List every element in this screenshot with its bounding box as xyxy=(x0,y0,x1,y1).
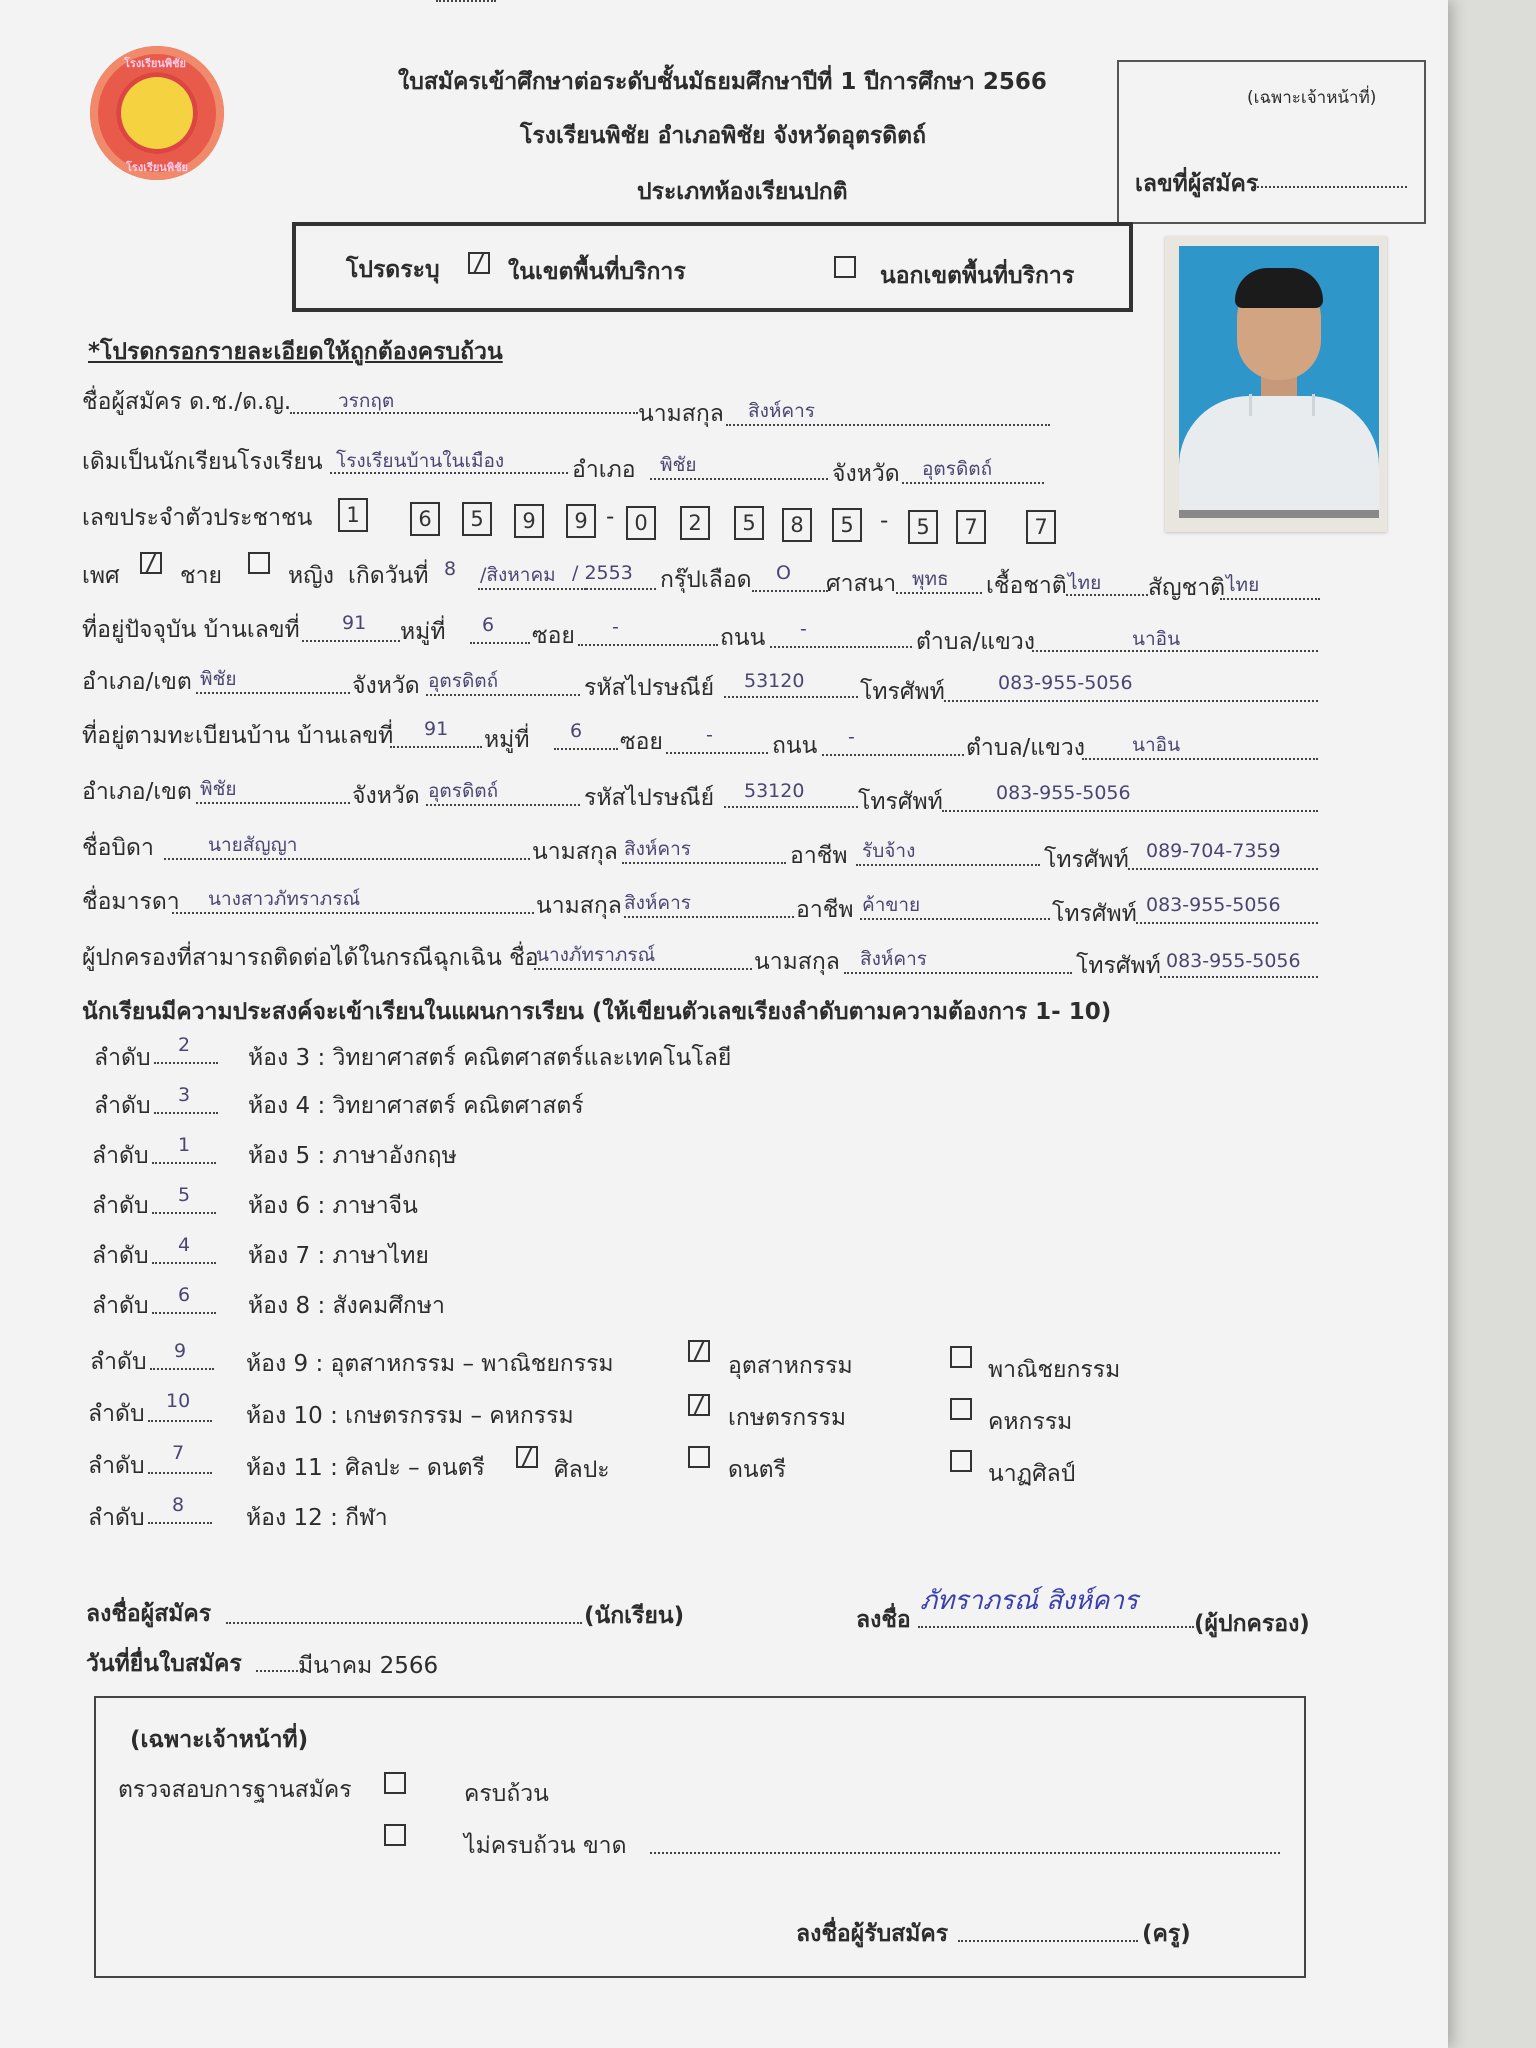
female-checkbox[interactable] xyxy=(248,552,270,574)
former-school-value: โรงเรียนบ้านในเมือง xyxy=(336,450,505,472)
industry-checkbox[interactable] xyxy=(688,1340,710,1362)
plan-order-value: 8 xyxy=(172,1494,185,1516)
school-logo xyxy=(90,46,224,180)
plan-order-field[interactable] xyxy=(148,1420,212,1422)
officer-box-top xyxy=(1117,60,1426,224)
plan-order-label: ลำดับ xyxy=(92,1243,149,1269)
birth-day-field[interactable] xyxy=(436,0,496,2)
reg-postal-field[interactable] xyxy=(724,806,858,808)
blood-label: กรุ๊ปเลือด xyxy=(660,567,752,593)
father-phone-field[interactable] xyxy=(1128,868,1318,870)
plan-order-value: 3 xyxy=(178,1084,191,1106)
father-label: ชื่อบิดา xyxy=(82,835,154,861)
commerce-label: พาณิชยกรรม xyxy=(988,1357,1121,1383)
current-house-field[interactable] xyxy=(302,640,400,642)
guardian-phone-field[interactable] xyxy=(1160,976,1318,978)
religion-label: ศาสนา xyxy=(826,571,897,597)
art-label: ศิลปะ xyxy=(554,1457,610,1483)
reg-address-label: ที่อยู่ตามทะเบียนบ้าน บ้านเลขที่ xyxy=(82,723,394,749)
surname-value: สิงห์คาร xyxy=(748,400,815,422)
home-econ-label: คหกรรม xyxy=(988,1409,1073,1435)
plan-room: ห้อง 10 : เกษตรกรรม – คหกรรม xyxy=(246,1403,574,1429)
submit-date-field[interactable] xyxy=(256,1670,298,1672)
applicant-sign-label: ลงชื่อผู้สมัคร xyxy=(86,1601,212,1627)
birth-label: เกิดวันที่ xyxy=(348,563,429,589)
father-job-label: อาชีพ xyxy=(790,843,848,869)
plan-order-label: ลำดับ xyxy=(88,1401,145,1427)
plan-room: ห้อง 12 : กีฬา xyxy=(246,1505,388,1531)
current-amphoe-value: พิชัย xyxy=(200,668,237,690)
first-name-value: วรกฤต xyxy=(338,390,395,412)
out-area-checkbox[interactable] xyxy=(834,256,856,278)
reg-amphoe-label: อำเภอ/เขต xyxy=(82,779,192,805)
current-road-field[interactable] xyxy=(770,646,912,648)
plan-title: นักเรียนมีความประสงค์จะเข้าเรียนในแผนการเรียน (ให้เขียนตัวเลขเรียงลำดับตามความต้องการ 1- 10) xyxy=(82,999,1112,1025)
current-moo-field[interactable] xyxy=(470,642,530,644)
father-name-value: นายสัญญา xyxy=(208,834,298,856)
applicant-photo xyxy=(1165,236,1387,532)
id-card-label: เลขประจำตัวประชาชน xyxy=(82,505,313,531)
instruction-heading: *โปรดกรอกรายละเอียดให้ถูกต้องครบถ้วน xyxy=(88,339,503,365)
current-province-label: จังหวัด xyxy=(352,673,420,699)
id-digit-9[interactable]: 8 xyxy=(782,508,812,542)
officer-check-label: ตรวจสอบการฐานสมัคร xyxy=(118,1777,352,1803)
current-postal-label: รหัสไปรษณีย์ xyxy=(584,675,715,701)
reg-postal-value: 53120 xyxy=(744,780,805,802)
industry-label: อุตสาหกรรม xyxy=(728,1353,853,1379)
current-soi-label: ซอย xyxy=(532,623,575,649)
id-digit-1[interactable]: 1 xyxy=(338,498,368,532)
plan-order-field[interactable] xyxy=(152,1312,216,1314)
plan-order-label: ลำดับ xyxy=(94,1093,151,1119)
plan-order-label: ลำดับ xyxy=(92,1293,149,1319)
officer-title: (เฉพาะเจ้าหน้าที่) xyxy=(130,1727,309,1753)
former-school-label: เดิมเป็นนักเรียนโรงเรียน xyxy=(82,449,323,475)
guardian-sign-field[interactable] xyxy=(918,1626,1194,1628)
current-soi-value: - xyxy=(612,616,619,638)
guardian-surname-label: นามสกุล xyxy=(754,949,840,975)
plan-order-value: 7 xyxy=(172,1442,185,1464)
applicant-sign-field[interactable] xyxy=(226,1622,582,1624)
home-econ-checkbox[interactable] xyxy=(950,1398,972,1420)
blood-value: O xyxy=(776,562,791,584)
receiver-sign-field[interactable] xyxy=(958,1940,1138,1942)
current-road-label: ถนน xyxy=(720,625,766,651)
applicant-no-label: เลขที่ผู้สมัคร xyxy=(1135,171,1259,197)
female-label: หญิง xyxy=(288,563,334,589)
reg-house-value: 91 xyxy=(424,718,449,740)
plan-order-value: 6 xyxy=(178,1284,191,1306)
mother-surname-label: นามสกุล xyxy=(536,893,622,919)
plan-order-label: ลำดับ xyxy=(88,1505,145,1531)
id-digit-13[interactable]: 7 xyxy=(1026,510,1056,544)
mother-job-label: อาชีพ xyxy=(796,897,854,923)
current-postal-value: 53120 xyxy=(744,670,805,692)
father-job-value: รับจ้าง xyxy=(862,840,916,862)
former-district-label: อำเภอ xyxy=(572,457,636,483)
plan-room: ห้อง 8 : สังคมศึกษา xyxy=(248,1293,445,1319)
incomplete-checkbox[interactable] xyxy=(384,1824,406,1846)
reg-postal-label: รหัสไปรษณีย์ xyxy=(584,785,715,811)
plan-order-field[interactable] xyxy=(152,1162,216,1164)
music-label: ดนตรี xyxy=(728,1457,786,1483)
applicant-no-field[interactable] xyxy=(1257,186,1407,188)
student-label: (นักเรียน) xyxy=(584,1603,685,1629)
current-postal-field[interactable] xyxy=(724,696,858,698)
agriculture-label: เกษตรกรรม xyxy=(728,1405,847,1431)
current-phone-label: โทรศัพท์ xyxy=(860,679,945,705)
plan-order-value: 10 xyxy=(166,1390,191,1412)
id-digit-8[interactable]: 5 xyxy=(734,506,764,540)
guardian-sign-label: ลงชื่อ xyxy=(856,1607,911,1633)
agriculture-checkbox[interactable] xyxy=(688,1394,710,1416)
plan-order-field[interactable] xyxy=(152,1262,216,1264)
plan-room: ห้อง 9 : อุตสาหกรรม – พาณิชยกรรม xyxy=(246,1351,614,1377)
plan-room: ห้อง 5 : ภาษาอังกฤษ xyxy=(248,1143,457,1169)
reg-subdistrict-label: ตำบล/แขวง xyxy=(966,735,1085,761)
id-digit-12[interactable]: 7 xyxy=(956,510,986,544)
plan-order-value: 4 xyxy=(178,1234,191,1256)
guardian-name-value: นางภัทราภรณ์ xyxy=(536,944,656,966)
plan-order-value: 2 xyxy=(178,1034,191,1056)
religion-value: พุทธ xyxy=(912,568,949,590)
complete-checkbox[interactable] xyxy=(384,1772,406,1794)
former-province-value: อุตรดิตถ์ xyxy=(922,458,993,480)
birth-month-value: /สิงหาคม xyxy=(480,564,556,586)
area-label: โปรดระบุ xyxy=(346,257,440,283)
reg-province-value: อุตรดิตถ์ xyxy=(428,780,499,802)
guardian-label: ผู้ปกครองที่สามารถติดต่อได้ในกรณีฉุกเฉิน ชื่อ xyxy=(82,945,539,971)
former-district-value: พิชัย xyxy=(660,454,697,476)
area-selection-box xyxy=(292,222,1133,312)
mother-phone-label: โทรศัพท์ xyxy=(1052,901,1137,927)
officer-box-bottom xyxy=(94,1696,1306,1978)
reg-phone-field[interactable] xyxy=(942,810,1318,812)
id-dash-1: - xyxy=(606,504,615,530)
commerce-checkbox[interactable] xyxy=(950,1346,972,1368)
reg-phone-value: 083-955-5056 xyxy=(996,782,1131,804)
reg-amphoe-value: พิชัย xyxy=(200,778,237,800)
id-digit-3[interactable]: 5 xyxy=(462,502,492,536)
submit-date-value: มีนาคม 2566 xyxy=(298,1653,439,1679)
plan-order-field[interactable] xyxy=(148,1522,212,1524)
missing-items-field[interactable] xyxy=(650,1852,1280,1854)
room-type: ประเภทห้องเรียนปกติ xyxy=(637,179,848,205)
id-digit-2[interactable]: 6 xyxy=(410,502,440,536)
plan-room: ห้อง 3 : วิทยาศาสตร์ คณิตศาสตร์และเทคโนโลยี xyxy=(248,1045,732,1071)
art-checkbox[interactable] xyxy=(516,1446,538,1468)
birth-year-field[interactable] xyxy=(586,588,656,590)
current-address-label: ที่อยู่ปัจจุบัน บ้านเลขที่ xyxy=(82,617,300,643)
name-label: ชื่อผู้สมัคร ด.ช./ด.ญ. xyxy=(82,389,292,415)
reg-moo-field[interactable] xyxy=(554,748,618,750)
mother-surname-value: สิงห์คาร xyxy=(624,892,691,914)
father-surname-label: นามสกุล xyxy=(532,839,618,865)
current-province-value: อุตรดิตถ์ xyxy=(428,670,499,692)
incomplete-label: ไม่ครบถ้วน ขาด xyxy=(464,1833,627,1859)
id-digit-11[interactable]: 5 xyxy=(908,510,938,544)
plan-order-label: ลำดับ xyxy=(92,1143,149,1169)
complete-label: ครบถ้วน xyxy=(464,1781,549,1807)
officer-box-title: (เฉพาะเจ้าหน้าที่) xyxy=(1247,88,1377,108)
guardian-phone-value: 083-955-5056 xyxy=(1166,950,1301,972)
plan-room: ห้อง 6 : ภาษาจีน xyxy=(248,1193,418,1219)
out-area-label: นอกเขตพื้นที่บริการ xyxy=(880,263,1075,289)
reg-road-value: - xyxy=(848,726,855,748)
surname-label: นามสกุล xyxy=(638,401,724,427)
reg-subdistrict-value: นาอิน xyxy=(1132,734,1181,756)
nationality-value: ไทย xyxy=(1226,574,1260,596)
current-amphoe-label: อำเภอ/เขต xyxy=(82,669,192,695)
id-digit-6[interactable]: 0 xyxy=(626,506,656,540)
father-phone-label: โทรศัพท์ xyxy=(1044,847,1129,873)
father-surname-value: สิงห์คาร xyxy=(624,838,691,860)
in-area-checkbox[interactable] xyxy=(468,252,490,274)
mother-phone-value: 083-955-5056 xyxy=(1146,894,1281,916)
plan-order-label: ลำดับ xyxy=(94,1045,151,1071)
current-subdistrict-value: นาอิน xyxy=(1132,628,1181,650)
drama-checkbox[interactable] xyxy=(950,1450,972,1472)
plan-order-field[interactable] xyxy=(150,1368,214,1370)
teacher-label: (ครู) xyxy=(1142,1921,1191,1947)
logo-text-top: โรงเรียนพิชัย xyxy=(124,57,186,70)
father-phone-value: 089-704-7359 xyxy=(1146,840,1281,862)
school-name: โรงเรียนพิชัย อำเภอพิชัย จังหวัดอุตรดิตถ์ xyxy=(520,123,927,149)
id-digit-10[interactable]: 5 xyxy=(832,508,862,542)
plan-order-value: 5 xyxy=(178,1184,191,1206)
reg-house-field[interactable] xyxy=(390,746,482,748)
plan-order-value: 1 xyxy=(178,1134,191,1156)
reg-subdistrict-field[interactable] xyxy=(1082,758,1318,760)
mother-name-value: นางสาวภัทราภรณ์ xyxy=(208,888,361,910)
submit-date-label: วันที่ยื่นใบสมัคร xyxy=(86,1651,242,1677)
current-moo-label: หมู่ที่ xyxy=(400,619,446,645)
reg-soi-field[interactable] xyxy=(666,752,768,754)
reg-province-label: จังหวัด xyxy=(352,783,420,809)
race-value: ไทย xyxy=(1068,572,1102,594)
current-phone-field[interactable] xyxy=(944,700,1318,702)
reg-road-field[interactable] xyxy=(822,754,964,756)
plan-order-field[interactable] xyxy=(154,1062,218,1064)
reg-soi-value: - xyxy=(706,724,713,746)
reg-phone-label: โทรศัพท์ xyxy=(858,789,943,815)
plan-order-field[interactable] xyxy=(148,1472,212,1474)
plan-order-label: ลำดับ xyxy=(92,1193,149,1219)
guardian-handwritten-signature: ภัทราภรณ์ สิงห์คาร xyxy=(920,1586,1138,1616)
receiver-sign-label: ลงชื่อผู้รับสมัคร xyxy=(796,1921,949,1947)
id-digit-7[interactable]: 2 xyxy=(680,506,710,540)
guardian-role-label: (ผู้ปกครอง) xyxy=(1194,1611,1310,1637)
reg-road-label: ถนน xyxy=(772,733,818,759)
mother-phone-field[interactable] xyxy=(1136,922,1318,924)
form-title: ใบสมัครเข้าศึกษาต่อระดับชั้นมัธยมศึกษาปีที่ 1 ปีการศึกษา 2566 xyxy=(398,69,1047,95)
nationality-label: สัญชาติ xyxy=(1148,575,1226,601)
id-dash-2: - xyxy=(880,508,889,534)
guardian-phone-label: โทรศัพท์ xyxy=(1076,953,1161,979)
former-province-label: จังหวัด xyxy=(832,461,900,487)
race-label: เชื้อชาติ xyxy=(986,573,1067,599)
current-subdistrict-label: ตำบล/แขวง xyxy=(916,629,1035,655)
male-label: ชาย xyxy=(180,563,223,589)
current-road-value: - xyxy=(800,618,807,640)
birth-year-value: / 2553 xyxy=(572,562,633,584)
current-soi-field[interactable] xyxy=(578,644,718,646)
music-checkbox[interactable] xyxy=(688,1446,710,1468)
plan-order-label: ลำดับ xyxy=(90,1349,147,1375)
current-house-value: 91 xyxy=(342,612,367,634)
mother-job-value: ค้าขาย xyxy=(862,894,921,916)
logo-text-bottom: โรงเรียนพิชัย xyxy=(126,161,188,174)
sex-label: เพศ xyxy=(82,563,120,589)
reg-moo-value: 6 xyxy=(570,720,583,742)
mother-label: ชื่อมารดา xyxy=(82,889,180,915)
in-area-label: ในเขตพื้นที่บริการ xyxy=(508,259,686,285)
reg-moo-label: หมู่ที่ xyxy=(484,727,530,753)
drama-label: นาฏศิลป์ xyxy=(988,1461,1076,1487)
guardian-surname-value: สิงห์คาร xyxy=(860,948,927,970)
plan-room: ห้อง 11 : ศิลปะ – ดนตรี xyxy=(246,1455,485,1481)
plan-room: ห้อง 4 : วิทยาศาสตร์ คณิตศาสตร์ xyxy=(248,1093,584,1119)
birth-day-value: 8 xyxy=(444,558,457,580)
current-moo-value: 6 xyxy=(482,614,495,636)
plan-order-label: ลำดับ xyxy=(88,1453,145,1479)
id-digit-5[interactable]: 9 xyxy=(566,504,596,538)
reg-soi-label: ซอย xyxy=(620,729,663,755)
plan-room: ห้อง 7 : ภาษาไทย xyxy=(248,1243,429,1269)
plan-order-value: 9 xyxy=(174,1340,187,1362)
plan-order-field[interactable] xyxy=(152,1212,216,1214)
male-checkbox[interactable] xyxy=(140,552,162,574)
id-digit-4[interactable]: 9 xyxy=(514,504,544,538)
current-phone-value: 083-955-5056 xyxy=(998,672,1133,694)
plan-order-field[interactable] xyxy=(154,1112,218,1114)
blood-field[interactable] xyxy=(752,590,828,592)
